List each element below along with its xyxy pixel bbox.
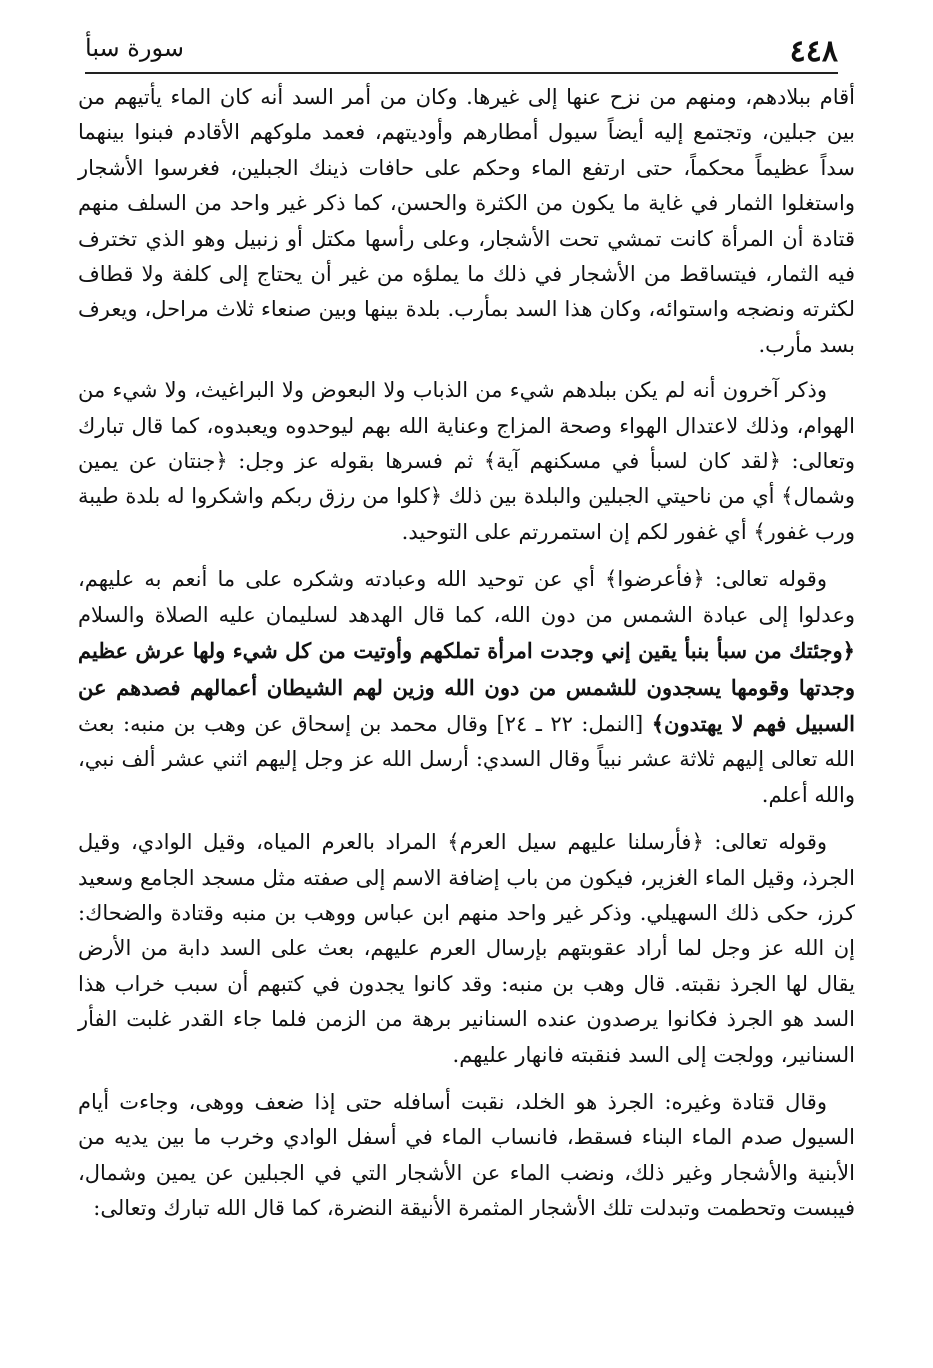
surah-title: سورة سبأ xyxy=(85,34,184,62)
running-header xyxy=(85,28,838,74)
paragraph: وقال قتادة وغيره: الجرذ هو الخلد، نقبت أسافله حتى إذا ضعف ووهى، وجاءت أيام السيول صدم الماء البناء فسقط، فانساب الماء في أسفل الوادي وخرب ما بين يديه من الأبنية والأشجار وغير ذلك، ونضب الماء عن الأشجار التي في الجبلين عن يمين وشمال، فيبست وتحطمت وتبدلت تلك الأشجار المثمرة الأنيقة النضرة، كما قال الله تبارك وتعالى: xyxy=(78,1089,855,1221)
paragraph-text: وقوله تعالى: ﴿فأعرضوا﴾ أي عن توحيد الله وعبادته وشكره على ما أنعم به عليهم، وعدلوا إلى عبادة الشمس من دون الله، كما قال الهدهد لسليمان عليه الصلاة والسلام xyxy=(78,567,855,627)
paragraph-text: [النمل: ٢٢ ـ ٢٤] وقال محمد بن إسحاق عن وهب بن منبه: بعث الله تعالى إليهم ثلاثة عشر نبياً وقال السدي: أرسل الله عز وجل إليهم اثني عشر ألف نبي، والله أعلم. xyxy=(78,711,855,807)
paragraph xyxy=(78,562,855,813)
paragraph: وذكر آخرون أنه لم يكن ببلدهم شيء من الذباب ولا البعوض ولا البراغيث، ولا شيء من الهوام، وذلك لاعتدال الهواء وصحة المزاج وعناية الله بهم ليوحدوه ويعبدوه، كما قال تبارك وتعالى: ﴿لقد كان لسبأ في مسكنهم آية﴾ ثم فسرها بقوله عز وجل: ﴿جنتان عن يمين وشمال﴾ أي من ناحيتي الجبلين والبلدة بين ذلك ﴿كلوا من رزق ربكم واشكروا له بلدة طيبة ورب غفور﴾ أي غفور لكم إن استمررتم على التوحيد. xyxy=(78,378,855,544)
page-number: ٤٤٨ xyxy=(789,34,838,69)
body-text xyxy=(78,80,855,1239)
paragraph: أقام ببلادهم، ومنهم من نزح عنها إلى غيرها. وكان من أمر السد أنه كان الماء يأتيهم من بين جبلين، وتجتمع إليه أيضاً سيول أمطارهم وأوديتهم، فعمد ملوكهم الأقادم فبنوا بينهما سداً عظيماً محكماً، حتى ارتفع الماء وحكم على حافات ذينك الجبلين، فغرسوا الأشجار واستغلوا الثمار في غاية ما يكون من الكثرة والحسن، كما ذكر غير واحد من السلف منهم قتادة أن المرأة كانت تمشي تحت الأشجار، وعلى رأسها مكتل أو زنبيل وهو الذي تخترف فيه الثمار، فيتساقط من الأشجار في ذلك ما يملؤه من غير أن يحتاج إلى كلفة ولا قطاف لكثرته ونضجه واستوائه، وكان هذا السد بمأرب. بلدة بينها وبين صنعاء ثلاث مراحل، ويعرف بسد مأرب. xyxy=(78,85,855,357)
quran-quote: ﴿وجئتك من سبأ بنبأ يقين إني وجدت امرأة تملكهم وأوتيت من كل شيء ولها عرش عظيم وجدتها وقومها يسجدون للشمس من دون الله وزين لهم الشيطان أعمالهم فصدهم عن السبيل فهم لا يهتدون﴾ xyxy=(78,638,855,736)
paragraph: وقوله تعالى: ﴿فأرسلنا عليهم سيل العرم﴾ المراد بالعرم المياه، وقيل الوادي، وقيل الجرذ، وقيل الماء الغزير، فيكون من باب إضافة الاسم إلى صفته مثل مسجد الجامع وسعيد كرز، حكى ذلك السهيلي. وذكر غير واحد منهم ابن عباس ووهب بن منبه وقتادة والضحاك: إن الله عز وجل لما أراد عقوبتهم بإرسال العرم عليهم، بعث على السد دابة من الأرض يقال لها الجرذ نقبته. قال وهب بن منبه: وقد كانوا يجدون في كتبهم أن سبب خراب هذا السد هو الجرذ فكانوا يرصدون عنده السنانير برهة من الزمن فلما جاء القدر غلبت الفأر السنانير، وولجت إلى السد فنقبته فانهار عليهم. xyxy=(78,830,855,1067)
